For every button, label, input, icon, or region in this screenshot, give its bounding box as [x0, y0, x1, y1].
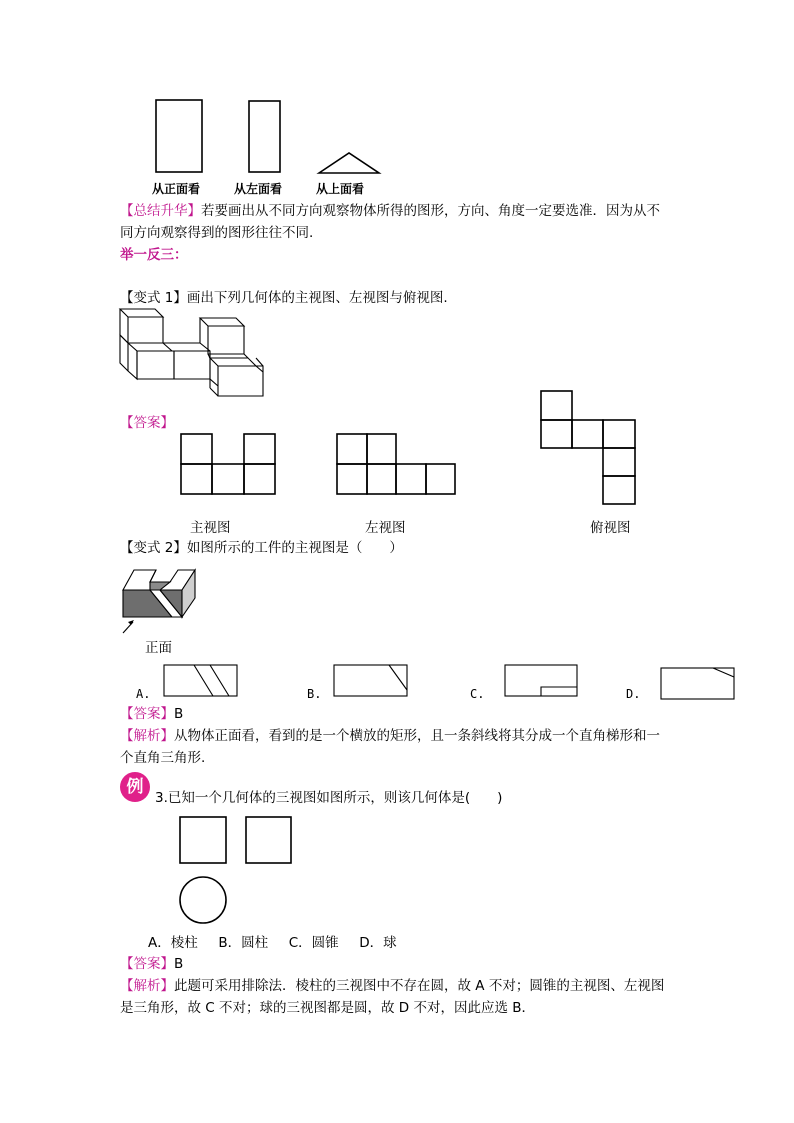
- practice-heading: 举一反三：: [120, 247, 188, 263]
- example3-analysis-line2: 是三角形，故 C 不对；球的三视图都是圆，故 D 不对，因此应选 B．: [120, 1000, 536, 1016]
- variant2-analysis-line2: 个直角三角形.: [120, 750, 206, 766]
- choice-c[interactable]: C．圆锥: [288, 935, 339, 951]
- label-overhead-view: 俯视图: [590, 520, 631, 536]
- label-main-view: 主视图: [190, 520, 231, 536]
- variant2-answer: 【答案】B: [120, 706, 184, 722]
- variant2-tag: 【变式 2】: [120, 540, 187, 556]
- variant2-analysis-line1: 【解析】从物体正面看，看到的是一个横放的矩形，且一条斜线将其分成一个直角梯形和一: [120, 728, 660, 744]
- variant1-question: 【变式 1】画出下列几何体的主视图、左视图与俯视图.: [120, 290, 448, 306]
- label-side-view: 左视图: [365, 520, 406, 536]
- choice-a[interactable]: A．棱柱: [148, 935, 198, 951]
- summary-line2: 同方向观察得到的图形往往不同.: [120, 225, 314, 241]
- label-top-view: 从上面看: [316, 182, 365, 196]
- option-b-label[interactable]: B.: [307, 687, 322, 701]
- example3-answer-tag: 【答案】: [120, 956, 174, 972]
- variant1-answer-tag: 【答案】: [120, 415, 174, 431]
- summary-line1: 【总结升华】若要画出从不同方向观察物体所得的图形，方向、角度一定要选准．因为从不: [120, 203, 660, 219]
- variant2-analysis-tag: 【解析】: [120, 728, 174, 744]
- example3-analysis-line1: 【解析】此题可采用排除法．棱柱的三视图中不存在圆，故 A 不对；圆锥的主视图、左视图: [120, 978, 665, 994]
- label-front-view: 从正面看: [152, 182, 201, 196]
- option-a-label[interactable]: A.: [136, 687, 151, 701]
- choice-b[interactable]: B．圆柱: [218, 935, 269, 951]
- example3-answer: 【答案】B: [120, 956, 184, 972]
- summary-tag: 【总结升华】: [120, 203, 201, 219]
- choice-d[interactable]: D．球: [359, 935, 397, 951]
- variant1-tag: 【变式 1】: [120, 290, 187, 306]
- example-badge: 例: [120, 772, 150, 802]
- front-label: 正面: [145, 640, 172, 656]
- label-left-view: 从左面看: [234, 182, 283, 196]
- example3-analysis-tag: 【解析】: [120, 978, 174, 994]
- example3-choices: [148, 932, 397, 954]
- variant2-answer-tag: 【答案】: [120, 706, 174, 722]
- variant2-question: 【变式 2】如图所示的工件的主视图是（ ）: [120, 540, 403, 556]
- example3-question: 3.已知一个几何体的三视图如图所示，则该几何体是( ): [155, 790, 503, 806]
- option-c-label[interactable]: C.: [470, 687, 485, 701]
- option-d-label[interactable]: D.: [626, 687, 641, 701]
